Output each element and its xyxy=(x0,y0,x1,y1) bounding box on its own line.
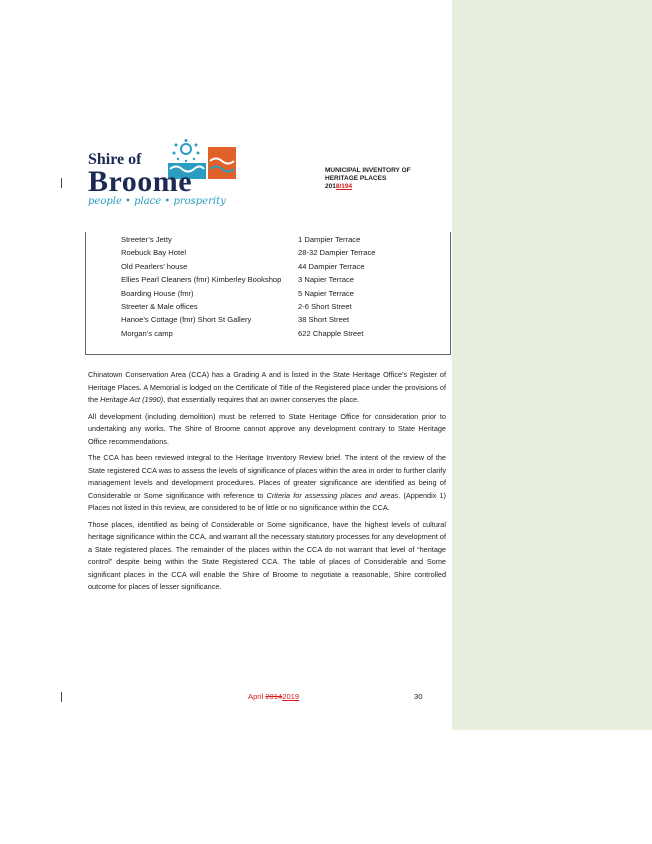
header-year xyxy=(325,183,411,191)
shire-of-broome-logo xyxy=(88,139,248,211)
place-address: 38 Short Street xyxy=(298,315,350,325)
place-address: 2-6 Short Street xyxy=(298,302,352,311)
header-line-1: MUNICIPAL INVENTORY OF xyxy=(325,167,411,174)
footer-year-inserted: 2019 xyxy=(282,692,300,701)
place-address: 3 Napier Terrace xyxy=(298,275,354,285)
change-bar xyxy=(61,692,62,702)
header-year-prefix: 201 xyxy=(325,183,336,190)
places-table xyxy=(85,232,451,355)
footer-year-deleted: 2014 xyxy=(265,692,283,701)
paragraph-text: The CCA has been reviewed integral to the Heritage Inventory Review brief. The intent of the review of the State registered CCA was to assess the levels of significance of places within the area in order to further clarify management levels and development procedures. Places of greater significance are identified as being of Considerable or Some significance with reference to xyxy=(88,453,446,500)
paragraph-italic: Criteria for assessing places and areas xyxy=(266,490,399,500)
paragraph-italic: Heritage Act (1990) xyxy=(100,395,164,404)
place-name: Old Pearlers’ house xyxy=(121,261,188,271)
logo-shire-of: Shire of xyxy=(88,151,142,168)
document-header xyxy=(325,167,411,191)
body-text xyxy=(88,369,446,598)
header-year-revision: 8/194 xyxy=(335,183,353,190)
place-address: 1 Dampier Terrace xyxy=(298,235,361,244)
paragraph xyxy=(88,452,446,515)
header-line-2: HERITAGE PLACES xyxy=(325,175,387,182)
logo-broome: Broome xyxy=(88,165,193,198)
logo-tagline: people • place • prosperity xyxy=(88,196,226,207)
place-name: Streeter’s Jetty xyxy=(121,235,172,244)
paragraph: All development (including demolition) must be referred to State Heritage Office for consideration prior to undertaking any works. The Shire of Broome cannot approve any development contrary to State Heritage Office recommendations. xyxy=(88,411,446,446)
place-name: Roebuck Bay Hotel xyxy=(121,248,187,258)
place-name: Hanoe’s Cottage (fmr) Short St Gallery xyxy=(121,315,252,325)
place-name: Streeter & Male offices xyxy=(121,302,198,311)
place-name: Boarding House (fmr) xyxy=(121,288,194,298)
page-number: 30 xyxy=(414,692,423,701)
paragraph xyxy=(88,369,446,407)
paragraph-text: Chinatown Conservation Area (CCA) has a Grading A and is listed in the State Heritage Office’s Register of Heritage Places. A Memorial is lodged on the Certificate of Title of the Registered place under the provisions of the xyxy=(88,370,446,404)
place-address: 44 Dampier Terrace xyxy=(298,261,365,271)
place-address: 622 Chapple Street xyxy=(298,328,364,338)
place-name: Ellies Pearl Cleaners (fmr) Kimberley Bookshop xyxy=(121,275,282,285)
paragraph: Those places, identified as being of Considerable or Some significance, have the highest levels of cultural heritage significance within the CCA, and warrant all the necessary statutory processes for any development of a State registered places. The remainder of the places within the CCA do not warrant that level of “heritage control” despite being within the State Registered CCA. The table of places of Considerable and Some significant places in the CCA will enable the Shire of Broome to negotiate a reasonable, Shire controlled outcome for places of lesser significance. xyxy=(88,519,446,591)
place-address: 28-32 Dampier Terrace xyxy=(298,248,376,258)
footer-month: April xyxy=(248,692,266,701)
comment-pane xyxy=(452,0,652,730)
place-name: Morgan’s camp xyxy=(121,328,173,338)
paragraph-text: . (Appendix 1) Places not listed in this review, are considered to be of little or no significance within the CCA. xyxy=(88,490,446,512)
footer-date xyxy=(248,692,299,701)
paragraph-text: , that essentially requires that an owner conserves the place. xyxy=(163,395,360,404)
place-address: 5 Napier Terrace xyxy=(298,288,354,298)
change-bar xyxy=(61,178,62,188)
